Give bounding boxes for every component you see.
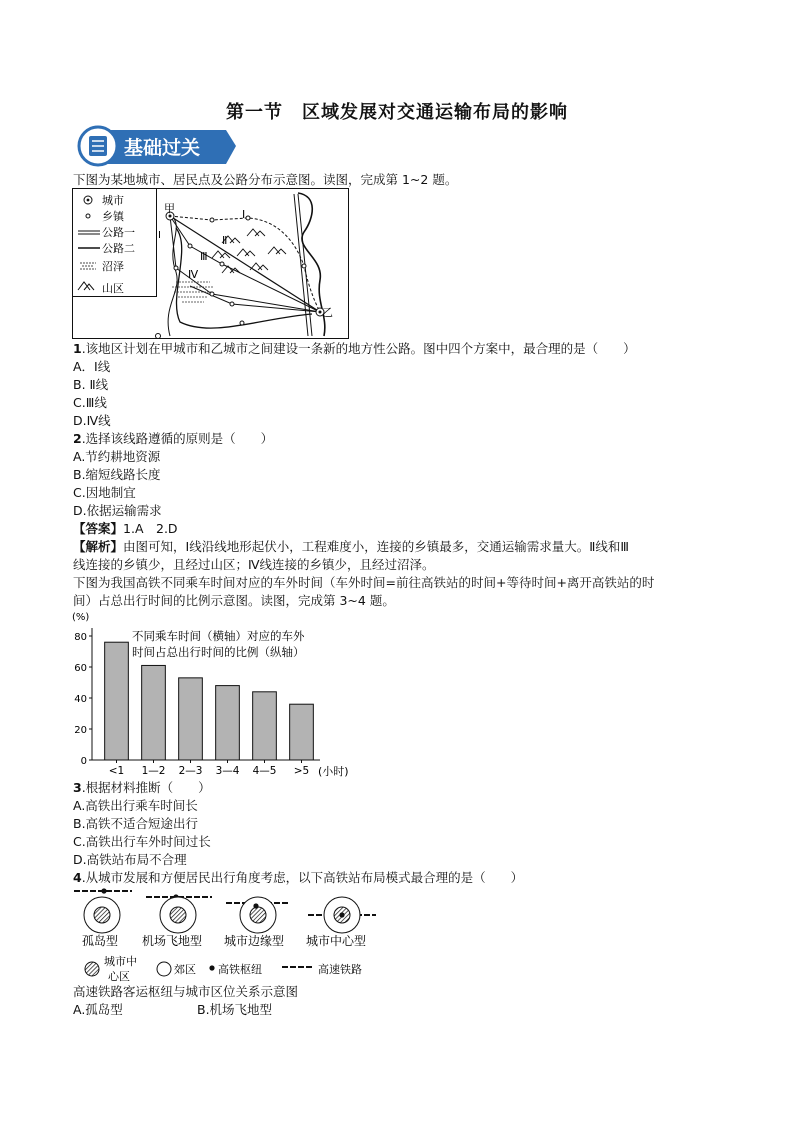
q1-option-c[interactable]: C.Ⅲ线 [73, 395, 107, 410]
q3-option-a[interactable]: A.高铁出行乘车时间长 [73, 798, 198, 813]
legend-town: 乡镇 [102, 210, 124, 223]
chart-annotation-1: 不同乘车时间（横轴）对应的车外 [132, 629, 305, 643]
mode-airport-enclave [146, 894, 212, 933]
x-tick-label-5: >5 [293, 765, 310, 777]
legend-road2: 公路二 [102, 242, 135, 255]
question-1: 1.该地区计划在甲城市和乙城市之间建设一条新的地方性公路。图中四个方案中，最合理的是（ ） [73, 341, 636, 356]
bar-chart [70, 608, 360, 780]
x-tick-label-1: 1—2 [141, 765, 166, 777]
bar-2 [179, 678, 203, 760]
q3-option-d[interactable]: D.高铁站布局不合理 [73, 852, 187, 867]
q2-option-a[interactable]: A.节约耕地资源 [73, 449, 161, 464]
question-2: 2.选择该线路遵循的原则是（ ） [73, 431, 274, 446]
mode-city-edge [226, 897, 290, 933]
q4-option-b[interactable]: B.机场飞地型 [197, 1002, 273, 1017]
q3-option-c[interactable]: C.高铁出行车外时间过长 [73, 834, 211, 849]
answer-line: 【答案】1.A 2.D [73, 521, 178, 536]
q2-option-d[interactable]: D.依据运输需求 [73, 503, 162, 518]
q1-option-b[interactable]: B. Ⅱ线 [73, 377, 109, 392]
station-layout-diagram [70, 887, 390, 987]
bar-5 [290, 704, 314, 760]
q4-option-a[interactable]: A.孤岛型 [73, 1002, 123, 1017]
svg-text:I: I [158, 230, 161, 241]
bar-4 [253, 692, 277, 760]
mode-label-airport: 机场飞地型 [142, 934, 203, 948]
y-tick-label-3: 60 [74, 663, 87, 674]
y-tick-label-0: 0 [80, 756, 87, 767]
q1-option-d[interactable]: D.Ⅳ线 [73, 413, 111, 428]
analysis-line-1: 【解析】由图可知，Ⅰ线沿线地形起伏小，工程难度小，连接的乡镇最多，交通运输需求量大。Ⅱ线和Ⅲ [73, 539, 629, 554]
legend-swamp: 沼泽 [102, 260, 124, 273]
legend-rail: 高速铁路 [318, 963, 362, 976]
route-ii-label: Ⅱ [222, 234, 228, 247]
diagram-caption: 高速铁路客运枢纽与城市区位关系示意图 [73, 984, 299, 999]
legend-city: 城市 [102, 194, 124, 207]
intro-1: 下图为某地城市、居民点及公路分布示意图。读图，完成第 1~2 题。 [73, 172, 458, 187]
intro-2-line-1: 下图为我国高铁不同乘车时间对应的车外时间（车外时间=前往高铁站的时间+等待时间+离开高铁站的时 [73, 575, 655, 590]
bar-0 [105, 642, 129, 760]
intro-2-line-2: 间）占总出行时间的比例示意图。读图，完成第 3~4 题。 [73, 593, 395, 608]
city-yi-label: 乙 [322, 306, 333, 319]
chart-annotation-2: 时间占总出行时间的比例（纵轴） [132, 645, 305, 659]
bar-1 [142, 665, 166, 760]
y-tick-label-1: 20 [74, 725, 87, 736]
legend-hub: 高铁枢纽 [218, 963, 262, 976]
y-unit-label: (%) [72, 612, 90, 623]
mode-label-edge: 城市边缘型 [224, 934, 285, 948]
analysis-line-2: 线连接的乡镇少，且经过山区；Ⅳ线连接的乡镇少，且经过沼泽。 [73, 557, 435, 572]
x-unit-label: (小时) [318, 765, 349, 778]
mode-label-island: 孤岛型 [82, 934, 119, 948]
q1-option-a[interactable]: A．Ⅰ线 [73, 359, 111, 374]
page-title: 第一节 区域发展对交通运输布局的影响 [226, 102, 568, 123]
legend-mountain: 山区 [102, 282, 124, 295]
q3-option-b[interactable]: B.高铁不适合短途出行 [73, 816, 199, 831]
route-i-label: Ⅰ [242, 208, 246, 221]
route-iv-label: Ⅳ [188, 268, 199, 281]
badge-label: 基础过关 [124, 137, 201, 159]
legend-center-2: 心区 [108, 970, 130, 983]
mode-label-center: 城市中心型 [306, 934, 367, 948]
question-4: 4.从城市发展和方便居民出行角度考虑，以下高铁站布局模式最合理的是（ ） [73, 870, 524, 885]
road-map-figure [72, 188, 350, 340]
legend-suburb: 郊区 [174, 963, 196, 976]
city-jia-label: 甲 [164, 202, 175, 215]
q2-option-b[interactable]: B.缩短线路长度 [73, 467, 161, 482]
legend-center-1: 城市中 [104, 955, 137, 968]
bar-3 [216, 686, 240, 760]
mode-city-center [308, 897, 376, 933]
x-tick-label-0: <1 [108, 765, 125, 777]
legend-road1: 公路一 [102, 226, 135, 239]
question-3: 3.根据材料推断（ ） [73, 780, 211, 795]
section-badge [76, 124, 236, 168]
route-iii-label: Ⅲ [200, 250, 208, 263]
y-tick-label-2: 40 [74, 694, 87, 705]
y-tick-label-4: 80 [74, 632, 87, 643]
x-tick-label-3: 3—4 [215, 765, 240, 777]
x-tick-label-2: 2—3 [178, 765, 203, 777]
x-tick-label-4: 4—5 [252, 765, 277, 777]
mode-island [74, 888, 132, 933]
q2-option-c[interactable]: C.因地制宜 [73, 485, 136, 500]
